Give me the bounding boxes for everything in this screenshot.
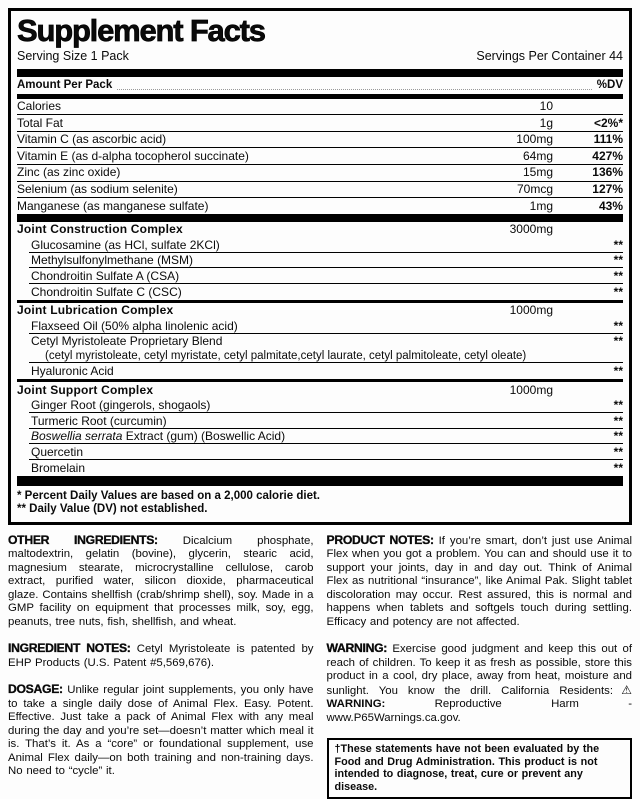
- facts-row: [17, 268, 623, 284]
- facts-row: [17, 237, 623, 253]
- product-notes-body: If you’re smart, don’t just use Animal Flex when you got a problem. You can and should use it to support your joints, day in and day out. Think of Animal Flex as nutritional “insurance”, like Animal Pak. Slight tablet discoloration may occur. Rest assured, this is normal and happens when tablets and softgels touch during settling. Efficacy and potency are not affected.: [326, 534, 633, 628]
- ingredient-amount: 15mg: [522, 165, 553, 180]
- facts-row: [17, 363, 623, 379]
- ingredient-dv: **: [613, 429, 623, 444]
- ingredient-name: Zinc (as zinc oxide): [17, 165, 121, 180]
- ingredient-amount: 70mcg: [516, 182, 553, 197]
- facts-row: [17, 131, 623, 148]
- ingredient-name: Quercetin: [31, 444, 84, 459]
- ingredient-name: Methylsulfonylmethane (MSM): [31, 253, 194, 268]
- facts-row: [17, 398, 623, 414]
- supplement-facts-panel: [8, 8, 632, 525]
- ingredient-amount: 10: [539, 99, 553, 114]
- warning-body: Exercise good judgment and keep this out of reach of children. To keep it as fresh as possible, store this product in a cool, dry place, away from heat, moisture and sunlight. You know the drill. California Residents:: [326, 643, 633, 697]
- ingredient-amount: 1g: [539, 115, 553, 130]
- ingredient-dv: <2%*: [593, 115, 623, 130]
- dosage-body: Unlike regular joint supplements, you only have to take a single daily dose of Animal Flex. Easy. Potent. Effective. Just take a pack of Animal Flex with any meal during the day and you’re set—doesn’t matter which meal it is. That’s it. As a “core” or foundational supplement, use Animal Flex daily—on both training and non-training days. No need to “cycle” it.: [8, 684, 314, 778]
- ingredient-dv: **: [613, 284, 623, 299]
- ingredient-name: Calories: [17, 99, 62, 114]
- info-columns: [8, 534, 632, 799]
- ingredient-dv: **: [613, 237, 623, 252]
- facts-row: [17, 99, 623, 115]
- divider-bar-thick-bottom: [17, 476, 623, 486]
- ingredient-dv: 427%: [592, 148, 623, 163]
- dv-header: %DV: [596, 78, 623, 91]
- facts-row: [17, 429, 623, 445]
- dosage-heading: DOSAGE:: [8, 682, 63, 697]
- ingredient-name: Joint Construction Complex: [17, 222, 183, 237]
- ingredient-amount: 100mg: [516, 132, 553, 147]
- servings-per-container-text: Servings Per Container 44: [476, 48, 623, 63]
- ingredient-name: Vitamin C (as ascorbic acid): [17, 132, 167, 147]
- ingredient-amount: 1000mg: [509, 382, 553, 397]
- product-notes-heading: PRODUCT NOTES:: [326, 532, 434, 547]
- ingredient-name: Boswellia serrata Extract (gum) (Boswellic Acid): [31, 429, 286, 444]
- facts-row: [17, 318, 623, 334]
- facts-row: [17, 181, 623, 198]
- left-column: [8, 534, 314, 799]
- warning-paragraph: [327, 642, 633, 725]
- fda-disclaimer-text: †These statements have not been evaluated by the Food and Drug Administration. This product is not intended to diagnose, treat, cure or prevent any disease.: [334, 743, 600, 793]
- prop65-warning-triangle-icon: ⚠: [615, 682, 632, 697]
- proprietary-blend-components: (cetyl myristoleate, cetyl myristate, cetyl palmitate,cetyl laurate, cetyl palmitoleate, cetyl oleate): [45, 350, 527, 363]
- ingredient-rows: [17, 99, 623, 476]
- dosage-paragraph: [8, 683, 314, 779]
- footnotes: [17, 486, 623, 517]
- fda-disclaimer-box: [327, 738, 633, 799]
- ingredient-name: Chondroitin Sulfate C (CSC): [31, 284, 182, 299]
- right-column: [327, 534, 633, 799]
- ingredient-name: Glucosamine (as HCl, sulfate 2KCl): [31, 237, 220, 252]
- table-header-row: [17, 77, 623, 94]
- serving-size-text: Serving Size 1 Pack: [17, 48, 129, 63]
- facts-row: [17, 379, 623, 398]
- ingredient-name: Chondroitin Sulfate A (CSA): [31, 268, 180, 283]
- ingredient-amount: 64mg: [522, 148, 553, 163]
- ingredient-notes-heading: INGREDIENT NOTES:: [8, 641, 131, 656]
- ingredient-dv: **: [613, 253, 623, 268]
- ingredient-dv: 111%: [593, 132, 623, 147]
- facts-row: [17, 253, 623, 269]
- amount-per-pack-header: Amount Per Pack: [17, 78, 113, 91]
- ingredient-name: Selenium (as sodium selenite): [17, 182, 178, 197]
- ingredient-name: Hyaluronic Acid: [31, 363, 114, 378]
- ingredient-amount: 3000mg: [509, 222, 553, 237]
- other-ingredients-paragraph: [8, 534, 314, 630]
- ingredient-dv: **: [613, 413, 623, 428]
- ingredient-dv: 43%: [598, 198, 623, 213]
- ingredient-name: Bromelain: [31, 460, 86, 475]
- facts-row: [17, 114, 623, 131]
- ingredient-dv: 127%: [592, 182, 623, 197]
- product-notes-paragraph: [327, 534, 633, 630]
- ingredient-notes-body: Cetyl Myristoleate is patented by EHP Products (U.S. Patent #5,569,676).: [8, 643, 314, 669]
- footnote-line: * Percent Daily Values are based on a 2,000 calorie diet.: [17, 489, 320, 502]
- ingredient-name: Turmeric Root (curcumin): [31, 413, 167, 428]
- facts-row: [17, 300, 623, 319]
- ingredient-dv: **: [613, 363, 623, 378]
- ingredient-name: Ginger Root (gingerols, shogaols): [31, 398, 211, 413]
- facts-row: [17, 197, 623, 214]
- other-ingredients-heading: OTHER INGREDIENTS:: [8, 532, 158, 547]
- ingredient-name: Joint Lubrication Complex: [17, 303, 174, 318]
- ingredient-notes-paragraph: [8, 642, 314, 670]
- ingredient-name: Flaxseed Oil (50% alpha linolenic acid): [31, 318, 238, 333]
- ingredient-dv: **: [613, 318, 623, 333]
- prop65-warning-label: WARNING:: [326, 698, 386, 711]
- ingredient-dv: **: [613, 334, 623, 349]
- facts-row: [17, 214, 623, 238]
- ingredient-dv: 136%: [592, 165, 623, 180]
- facts-row: [17, 147, 623, 164]
- facts-row: [17, 334, 623, 364]
- ingredient-dv: **: [613, 460, 623, 475]
- facts-row: [17, 444, 623, 460]
- warning-heading: WARNING:: [326, 641, 388, 656]
- ingredient-name: Joint Support Complex: [17, 382, 154, 397]
- ingredient-dv: **: [613, 444, 623, 459]
- divider-bar-thick: [17, 69, 623, 77]
- facts-row: [17, 284, 623, 300]
- dotted-leader: [117, 89, 592, 90]
- facts-row: [17, 164, 623, 181]
- panel-title: Supplement Facts: [17, 13, 265, 48]
- ingredient-name: Total Fat: [17, 115, 64, 130]
- footnote-line: ** Daily Value (DV) not established.: [17, 503, 208, 516]
- ingredient-amount: 1mg: [529, 198, 553, 213]
- ingredient-dv: **: [613, 268, 623, 283]
- ingredient-name: Vitamin E (as d-alpha tocopherol succinate): [17, 148, 249, 163]
- facts-row: [17, 460, 623, 476]
- ingredient-name: Manganese (as manganese sulfate): [17, 198, 209, 213]
- facts-row: [17, 413, 623, 429]
- ingredient-name: Cetyl Myristoleate Proprietary Blend: [31, 334, 223, 349]
- ingredient-amount: 1000mg: [509, 303, 553, 318]
- ingredient-dv: **: [613, 398, 623, 413]
- other-ingredients-body: Dicalcium phosphate, maltodextrin, gelatin (bovine), glycerin, stearic acid, magnesium stearate, microcrystalline cellulose, carob extract, purified water, silicon dioxide, pharmaceutical glaze. Contains shellfish (crab/shrimp shell), soy. Made in a GMP facility on equipment that processes milk, soy, egg, peanuts, tree nuts, fish, shellfish, and wheat.: [8, 534, 314, 628]
- serving-info-row: [17, 49, 623, 64]
- prop65-warning-body: Reproductive Harm - www.P65Warnings.ca.gov.: [326, 698, 633, 724]
